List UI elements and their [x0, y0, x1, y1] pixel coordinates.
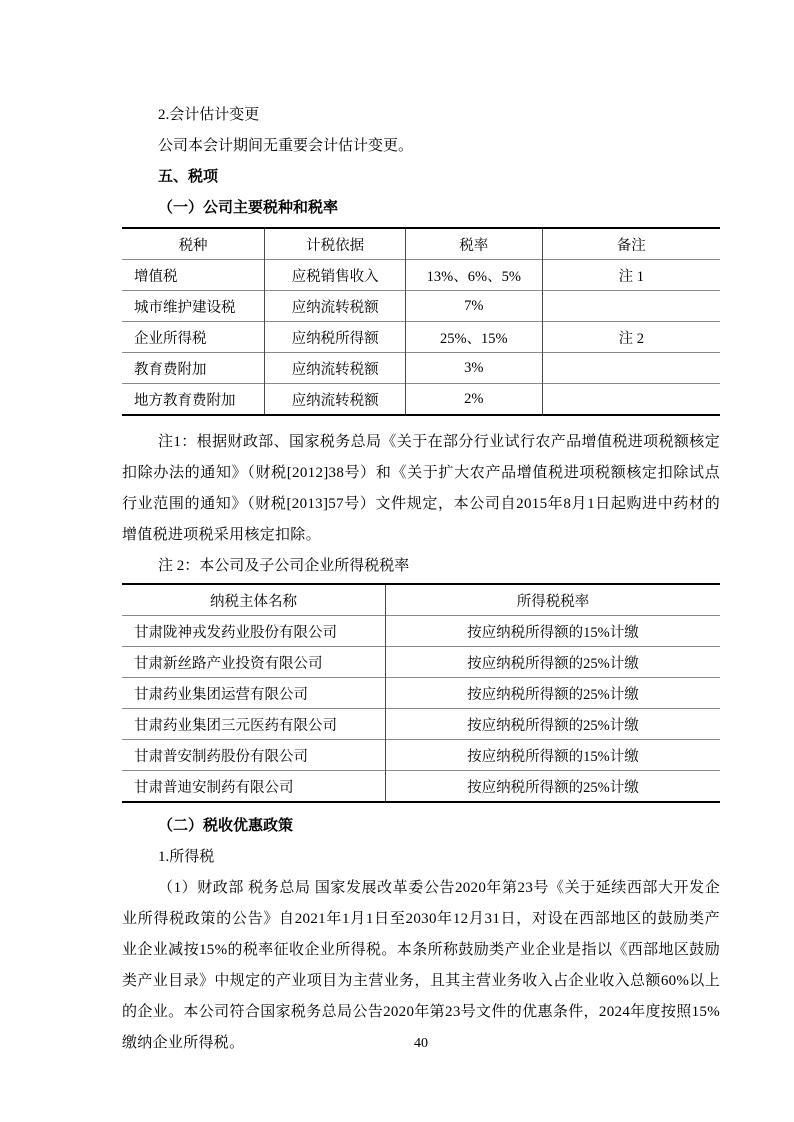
table-cell: 应税销售收入	[265, 260, 406, 291]
table-cell: 按应纳税所得额的25%计缴	[385, 647, 720, 678]
page-content	[122, 0, 720, 1059]
table-row	[122, 616, 720, 647]
table-row	[122, 678, 720, 709]
table-cell: 增值税	[122, 260, 265, 291]
table-cell: 甘肃陇神戎发药业股份有限公司	[122, 616, 385, 647]
table-cell: 7%	[406, 291, 543, 322]
table-cell: 甘肃药业集团三元医药有限公司	[122, 709, 385, 740]
subsection-heading-preferential: （二）税收优惠政策	[158, 818, 294, 834]
header-cell: 备注	[616, 237, 646, 254]
table-cell: 注 2	[542, 322, 720, 353]
income-tax-rate-table	[122, 583, 720, 803]
header-cell: 税率	[406, 228, 543, 260]
note2-caption: 注 2：本公司及子公司企业所得税税率	[158, 558, 410, 574]
table-cell: 按应纳税所得额的15%计缴	[385, 616, 720, 647]
table-row	[122, 740, 720, 771]
table-cell: 注 1	[542, 260, 720, 291]
header-cell: 税种	[122, 228, 265, 260]
table-cell: 甘肃普安制药股份有限公司	[122, 740, 385, 771]
header-cell: 计税依据	[265, 228, 406, 260]
table-cell: 按应纳税所得额的25%计缴	[385, 709, 720, 740]
table-cell: 按应纳税所得额的25%计缴	[385, 678, 720, 709]
table-row	[122, 384, 720, 416]
table-cell: 应纳流转税额	[265, 384, 406, 416]
accounting-estimate-body: 公司本会计期间无重要会计估计变更。	[158, 138, 414, 154]
table-cell: 甘肃药业集团运营有限公司	[122, 678, 385, 709]
table-row	[122, 771, 720, 803]
income-tax-subtitle: 1.所得税	[158, 849, 215, 865]
tax-types-table	[122, 227, 720, 416]
table-cell: 企业所得税	[122, 322, 265, 353]
subsection-heading-tax-types: （一）公司主要税种和税率	[158, 200, 339, 216]
table-cell: 城市维护建设税	[122, 291, 265, 322]
table-row	[122, 647, 720, 678]
table-header-row	[122, 228, 720, 260]
table-cell: 2%	[406, 384, 543, 416]
table-cell	[542, 353, 720, 384]
table-cell: 13%、6%、5%	[406, 260, 543, 291]
table-cell: 甘肃普迪安制药有限公司	[122, 771, 385, 803]
table-cell: 按应纳税所得额的25%计缴	[385, 771, 720, 803]
page-number: 40	[414, 1036, 428, 1051]
income-tax-paragraph: （1）财政部 税务总局 国家发展改革委公告2020年第23号《关于延续西部大开发企业所得税政策的公告》自2021年1月1日至2030年12月31日，对设在西部地区的鼓励类产业企业减按15%的税率征收企业所得税。本条所称鼓励类产业企业是指以《西部地区鼓励类产业目录》中规定的产业项目为主营业务，且其主营业务收入占企业收入总额60%以上的企业。本公司符合国家税务总局公告2020年第23号文件的优惠条件，2024年度按照15%缴纳企业所得税。	[122, 880, 720, 1051]
table-cell: 应纳税所得额	[265, 322, 406, 353]
table-cell: 按应纳税所得额的15%计缴	[385, 740, 720, 771]
table-cell: 地方教育费附加	[122, 384, 265, 416]
table-cell: 甘肃新丝路产业投资有限公司	[122, 647, 385, 678]
table-cell	[542, 384, 720, 416]
table-row	[122, 353, 720, 384]
table-cell: 25%、15%	[406, 322, 543, 353]
table-cell	[542, 291, 720, 322]
table-row	[122, 322, 720, 353]
accounting-estimate-title: 2.会计估计变更	[158, 107, 260, 123]
header-cell: 所得税税率	[516, 593, 590, 610]
section-heading-tax: 五、税项	[158, 169, 219, 185]
table-row	[122, 709, 720, 740]
table-row	[122, 260, 720, 291]
table-row	[122, 291, 720, 322]
table-cell: 3%	[406, 353, 543, 384]
header-cell: 纳税主体名称	[122, 584, 385, 616]
table-cell: 应纳流转税额	[265, 291, 406, 322]
table-header-row	[122, 584, 720, 616]
note1-paragraph: 注1：根据财政部、国家税务总局《关于在部分行业试行农产品增值税进项税额核定扣除办法的通知》（财税[2012]38号）和《关于扩大农产品增值税进项税额核定扣除试点行业范围的通知》（财税[2013]57号）文件规定，本公司自2015年8月1日起购进中药材的增值税进项税采用核定扣除。	[122, 434, 720, 543]
table-cell: 教育费附加	[122, 353, 265, 384]
table-cell: 应纳流转税额	[265, 353, 406, 384]
